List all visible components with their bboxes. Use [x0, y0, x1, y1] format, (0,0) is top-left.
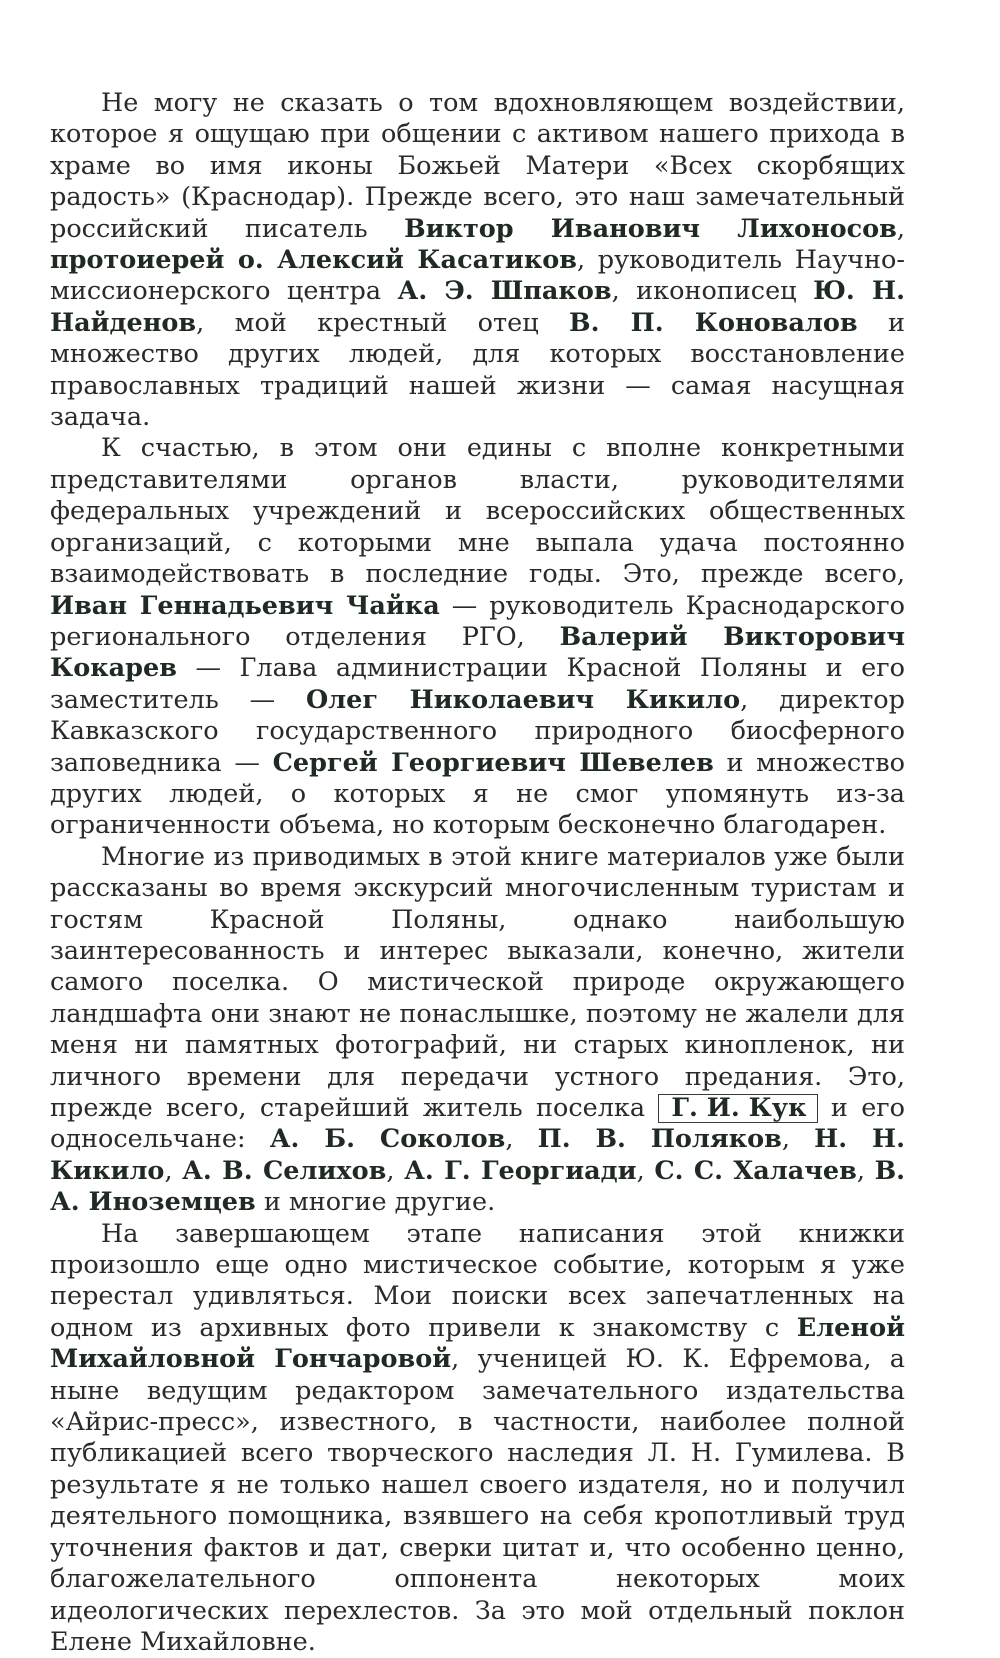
text-run: ,: [505, 1124, 538, 1155]
bold-name: Олег Николаевич Кикило: [305, 684, 741, 715]
text-run: и множество других людей, для которых восстановление православных традиций нашей жизни — самая насущная задача.: [50, 307, 906, 433]
paragraph-2: [50, 433, 905, 841]
boxed-name: Г. И. Кук: [658, 1094, 817, 1123]
text-run: ,: [856, 1155, 875, 1186]
text-run: , директор Кавказского государственного природного биосферного заповедника —: [50, 684, 905, 778]
text-run: На завершающем этапе написания этой книжки произошло еще одно мистическое событие, которым я уже перестал удивляться. Мои поиски всех запечатленных на одном из архивных фото привели к знакомству с: [50, 1218, 905, 1343]
text-run: , ученицей Ю. К. Ефремова, а ныне ведущим редактором замечательного издательства «Айрис-пресс», известного, в частности, наиболее полной публикацией всего творческого наследия Л. Н. Гумилева. В результате я не только нашел своего издателя, но и получил деятельного помощника, взявшего на себя кропотливый труд уточнения фактов и дат, сверки цитат и, что особенно ценно, благожелательного оппонента некоторых моих идеологических перехлестов. За это мой отдельный поклон Елене Михайловне.: [50, 1344, 905, 1657]
text-run: и множество других людей, о которых я не смог упомянуть из-за ограниченности объема, но которым бесконечно благодарен.: [50, 747, 905, 841]
text-run: Не могу не сказать о том вдохновляющем воздействии, которое я ощущаю при общении с активом нашего прихода в храме во имя иконы Божьей Матери «Всех скорбящих радость» (Краснодар). Прежде всего, это наш замечательный российский писатель: [50, 88, 905, 244]
text-run: и многие другие.: [255, 1187, 496, 1218]
bold-name: А. В. Селихов: [182, 1155, 387, 1186]
bold-name: В. П. Коновалов: [569, 307, 858, 338]
bold-name: Еленой Михайловной Гончаровой: [50, 1312, 905, 1375]
bold-name: Н. Н. Кикило: [50, 1124, 906, 1186]
text-run: , иконописец: [611, 276, 814, 307]
bold-name: Ю. Н. Найденов: [50, 276, 905, 338]
text-run: ,: [636, 1155, 655, 1186]
bold-name: А. Э. Шпаков: [397, 276, 612, 307]
bold-name: С. С. Халачев: [654, 1155, 857, 1186]
text-run: ,: [896, 213, 905, 244]
text-run: и его односельчане:: [50, 1093, 905, 1155]
bold-name: А. Б. Соколов: [269, 1124, 506, 1155]
bold-name: протоиерей о. Алексий Касатиков: [50, 245, 577, 276]
bold-name: Валерий Викторович Кокарев: [50, 621, 905, 684]
bold-name: Сергей Георгиевич Шевелев: [272, 747, 714, 778]
text-run: ,: [781, 1124, 815, 1155]
text-run: ,: [164, 1155, 183, 1186]
book-page: [50, 88, 905, 1658]
bold-name: А. Г. Георгиади: [404, 1155, 637, 1186]
paragraph-1: [50, 88, 905, 433]
text-run: , руководитель Научно-миссионерского центра: [50, 245, 905, 307]
text-run: — Глава администрации Красной Поляны и его заместитель —: [50, 653, 905, 715]
bold-name: П. В. Поляков: [537, 1124, 782, 1155]
text-run: , мой крестный отец: [196, 307, 570, 338]
bold-name: Виктор Иванович Лихоносов: [404, 213, 897, 244]
text-run: — руководитель Краснодарского регионального отделения РГО,: [50, 590, 905, 652]
bold-name: Иван Геннадьевич Чайка: [50, 590, 440, 621]
paragraph-3: [50, 842, 905, 1219]
bold-name: В. А. Иноземцев: [50, 1155, 905, 1218]
text-run: К счастью, в этом они едины с вполне конкретными представителями органов власти, руководителями федеральных учреждений и всероссийских общественных организаций, с которыми мне выпала удача постоянно взаимодействовать в последние годы. Это, прежде всего,: [50, 433, 905, 590]
text-run: ,: [386, 1155, 405, 1186]
paragraph-4: [50, 1219, 905, 1658]
text-run: Многие из приводимых в этой книге материалов уже были рассказаны во время экскурсий многочисленным туристам и гостям Красной Поляны, однако наибольшую заинтересованность и интерес выказали, конечно, жители самого поселка. О мистической природе окружающего ландшафта они знают не понаслышке, поэтому не жалели для меня ни памятных фотографий, ни старых кинопленок, ни личного времени для передачи устного предания. Это, прежде всего, старейший житель поселка: [50, 841, 905, 1123]
